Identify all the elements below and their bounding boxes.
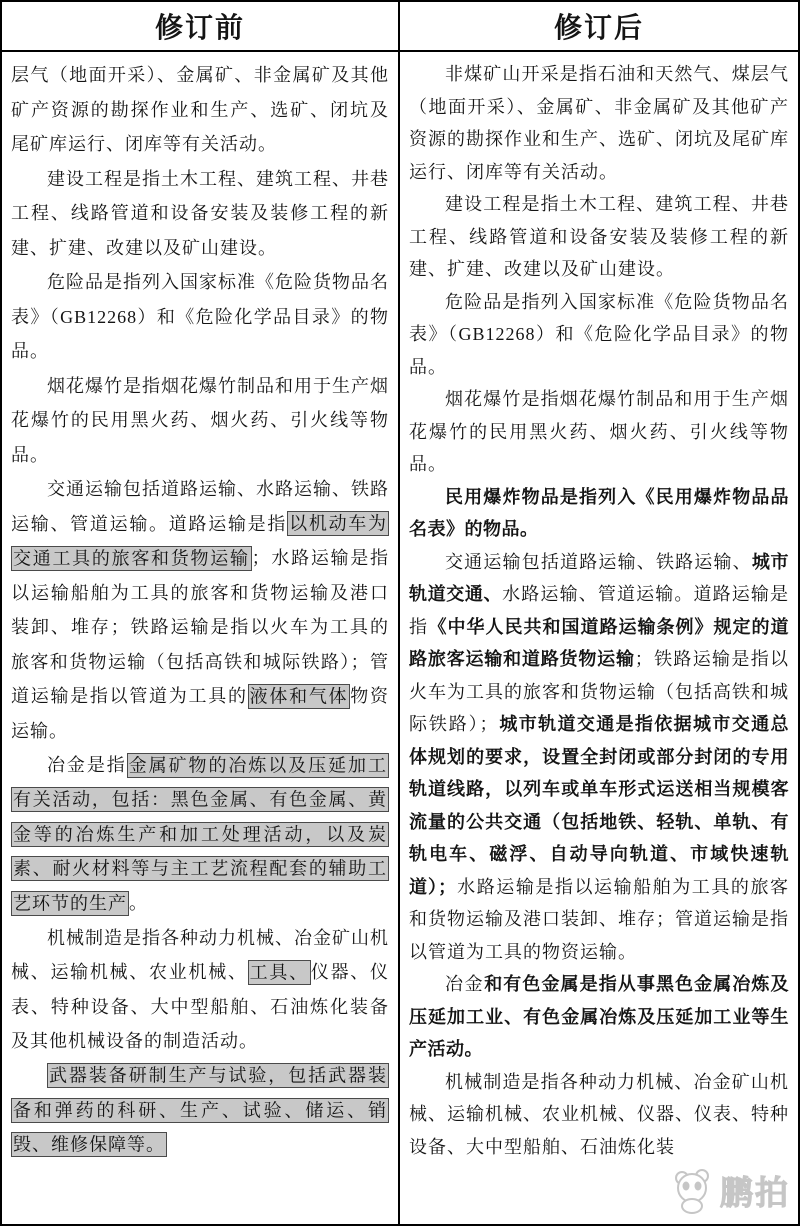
paragraph [409,481,789,546]
text-run: 水路运输是指以运输船舶为工具的旅客和货物运输及港口装卸、堆存；管道运输是指以管道为工具的物资运输。 [409,876,790,962]
text-run: 物资运输。 [11,686,390,741]
added-text-bold: 城市轨道交通是指依据城市交通总体规划的要求，设置全封闭或部分封闭的专用轨道线路，以列车或单车形式运送相当规模客流量的公共交通（包括地铁、轻轨、单轨、有轨电车、磁浮、自动导向轨道、市域快速轨道）； [409,714,790,897]
paragraph [409,383,789,481]
text-run: 危险品是指列入国家标准《危险货物品名表》（GB12268）和《危险化学品目录》的物品。 [11,272,389,361]
deleted-text-highlight: 武器装备研制生产与试验，包括武器装备和弹药的科研、生产、试验、储运、销毁、维修保障等。 [11,1063,389,1157]
paragraph [409,286,789,384]
text-run: 。 [129,893,148,913]
paragraph [11,162,389,266]
added-text-bold: 和有色金属是指从事黑色金属冶炼及压延加工业、有色金属冶炼及压延加工业等生产活动。 [409,974,790,1059]
text-run: 烟花爆竹是指烟花爆竹制品和用于生产烟花爆竹的民用黑火药、烟火药、引火线等物品。 [409,389,789,474]
column-header-after: 修订后 [400,2,798,52]
paragraph [409,968,789,1066]
text-run: 交通运输包括道路运输、铁路运输、 [445,551,752,572]
before-column-body [2,52,398,1224]
text-run: 机械制造是指各种动力机械、冶金矿山机械、运输机械、农业机械、仪器、仪表、特种设备、大中型船舶、石油炼化装 [409,1071,789,1157]
deleted-text-highlight: 液体和气体 [248,684,351,709]
text-run: 烟花爆竹是指烟花爆竹制品和用于生产烟花爆竹的民用黑火药、烟火药、引火线等物品。 [11,375,389,465]
added-text-bold: 城市轨道交通、 [409,551,790,604]
text-run: 机械制造是指各种动力机械、冶金矿山机械、运输机械、农业机械、 [11,927,389,982]
text-run: 非煤矿山开采是指石油和天然气、煤层气（地面开采）、金属矿、非金属矿及其他矿产资源的勘探作业和生产、选矿、闭坑及尾矿库运行、闭库等有关活动。 [409,64,789,182]
paragraph [409,546,789,969]
text-run: 仪器、仪表、特种设备、大中型船舶、石油炼化装备及其他机械设备的制造活动。 [11,962,390,1051]
text-run: ；铁路运输是指以火车为工具的旅客和货物运输（包括高铁和城际铁路）； [409,649,790,734]
text-run: 水路运输、管道运输。道路运输是指 [409,584,790,637]
paragraph [11,265,389,369]
column-before [2,2,400,1224]
paragraph [11,369,389,473]
deleted-text-highlight: 工具、 [248,960,311,985]
text-run: 冶金是指 [47,755,127,775]
after-column-body [400,52,798,1224]
added-text-bold: 《中华人民共和国道路运输条例》规定的道路旅客运输和道路货物运输 [409,616,789,669]
paragraph [11,1059,389,1163]
column-after [400,2,798,1224]
text-run: 建设工程是指土木工程、建筑工程、井巷工程、线路管道和设备安装及装修工程的新建、扩建、改建以及矿山建设。 [409,194,789,279]
column-header-before: 修订前 [2,2,398,52]
paragraph [11,472,389,748]
paragraph [409,188,789,286]
paragraph [409,58,789,188]
paragraph [11,58,389,162]
deleted-text-highlight: 以机动车为交通工具的旅客和货物运输 [11,511,389,571]
text-run: 交通运输包括道路运输、水路运输、铁路运输、管道运输。道路运输是指 [11,479,389,534]
text-run: 建设工程是指土木工程、建筑工程、井巷工程、线路管道和设备安装及装修工程的新建、扩建、改建以及矿山建设。 [11,168,389,258]
watermark-label: 鹏拍 [720,1173,790,1211]
deleted-text-highlight: 金属矿物的冶炼以及压延加工有关活动，包括：黑色金属、有色金属、黄金等的冶炼生产和加工处理活动，以及炭素、耐火材料等与主工艺流程配套的辅助工艺环节的生产 [11,753,389,916]
text-run: ；水路运输是指以运输船舶为工具的旅客和货物运输及港口装卸、堆存；铁路运输是指以火车为工具的旅客和货物运输（包括高铁和城际铁路）；管道运输是指以管道为工具的 [11,548,390,706]
paragraph [11,921,389,1059]
text-run: 危险品是指列入国家标准《危险货物品名表》（GB12268）和《危险化学品目录》的物品。 [409,291,789,377]
text-run: 层气（地面开采）、金属矿、非金属矿及其他矿产资源的勘探作业和生产、选矿、闭坑及尾矿库运行、闭库等有关活动。 [11,65,389,154]
added-text-bold: 民用爆炸物品是指列入《民用爆炸物品品名表》的物品。 [409,486,789,539]
paragraph [11,748,389,921]
text-run: 冶金 [445,974,485,994]
paragraph [409,1066,789,1164]
